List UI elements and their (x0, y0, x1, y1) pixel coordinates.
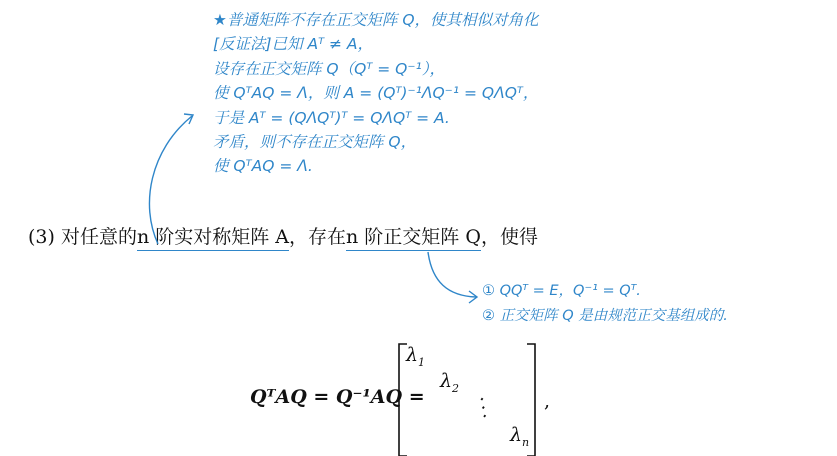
lambda-subscript: 1 (418, 355, 426, 369)
lambda-subscript: 2 (452, 381, 460, 395)
arrow-to-note (149, 116, 192, 244)
note-line-7: 使 QᵀAQ = Λ. (213, 157, 313, 176)
statement-underlined-symmetric: n 阶实对称矩阵 A (137, 226, 289, 251)
statement-middle: ，存在 (289, 226, 347, 248)
matrix-left-bracket (399, 344, 407, 456)
lambda-subscript: n (522, 435, 530, 449)
diagonal-dots: ⋱ (469, 393, 500, 424)
note-line-4: 使 QᵀAQ = Λ，则 A = (Qᵀ)⁻¹ΛQ⁻¹ = QΛQᵀ， (213, 84, 539, 103)
lambda-symbol: λ (510, 424, 523, 446)
equation-comma: , (544, 390, 551, 412)
note-line-5: 于是 Aᵀ = (QΛQᵀ)ᵀ = QΛQᵀ = A. (213, 108, 450, 127)
statement-prefix: (3) 对任意的 (28, 226, 137, 248)
statement-underlined-orthogonal: n 阶正交矩阵 Q (346, 226, 481, 251)
statement-suffix: ，使得 (480, 226, 538, 248)
note-line-1: ★普通矩阵不存在正交矩阵 Q，使其相似对角化 (213, 11, 539, 29)
note-line-2: [反证法]已知 Aᵀ ≠ A， (213, 35, 374, 54)
arrow-to-properties (428, 252, 476, 297)
property-1: ① QQᵀ = E，Q⁻¹ = Qᵀ. (482, 283, 641, 299)
property-2: ② 正交矩阵 Q 是由规范正交基组成的. (482, 308, 728, 324)
equation-lhs: QᵀAQ = Q⁻¹AQ = (250, 386, 425, 408)
matrix-right-bracket (527, 344, 535, 456)
lambda-symbol: λ (440, 370, 453, 392)
lambda-symbol: λ (406, 344, 419, 366)
note-line-6: 矛盾，则不存在正交矩阵 Q， (213, 133, 417, 152)
note-line-3: 设存在正交矩阵 Q（Qᵀ = Q⁻¹）， (213, 59, 445, 78)
